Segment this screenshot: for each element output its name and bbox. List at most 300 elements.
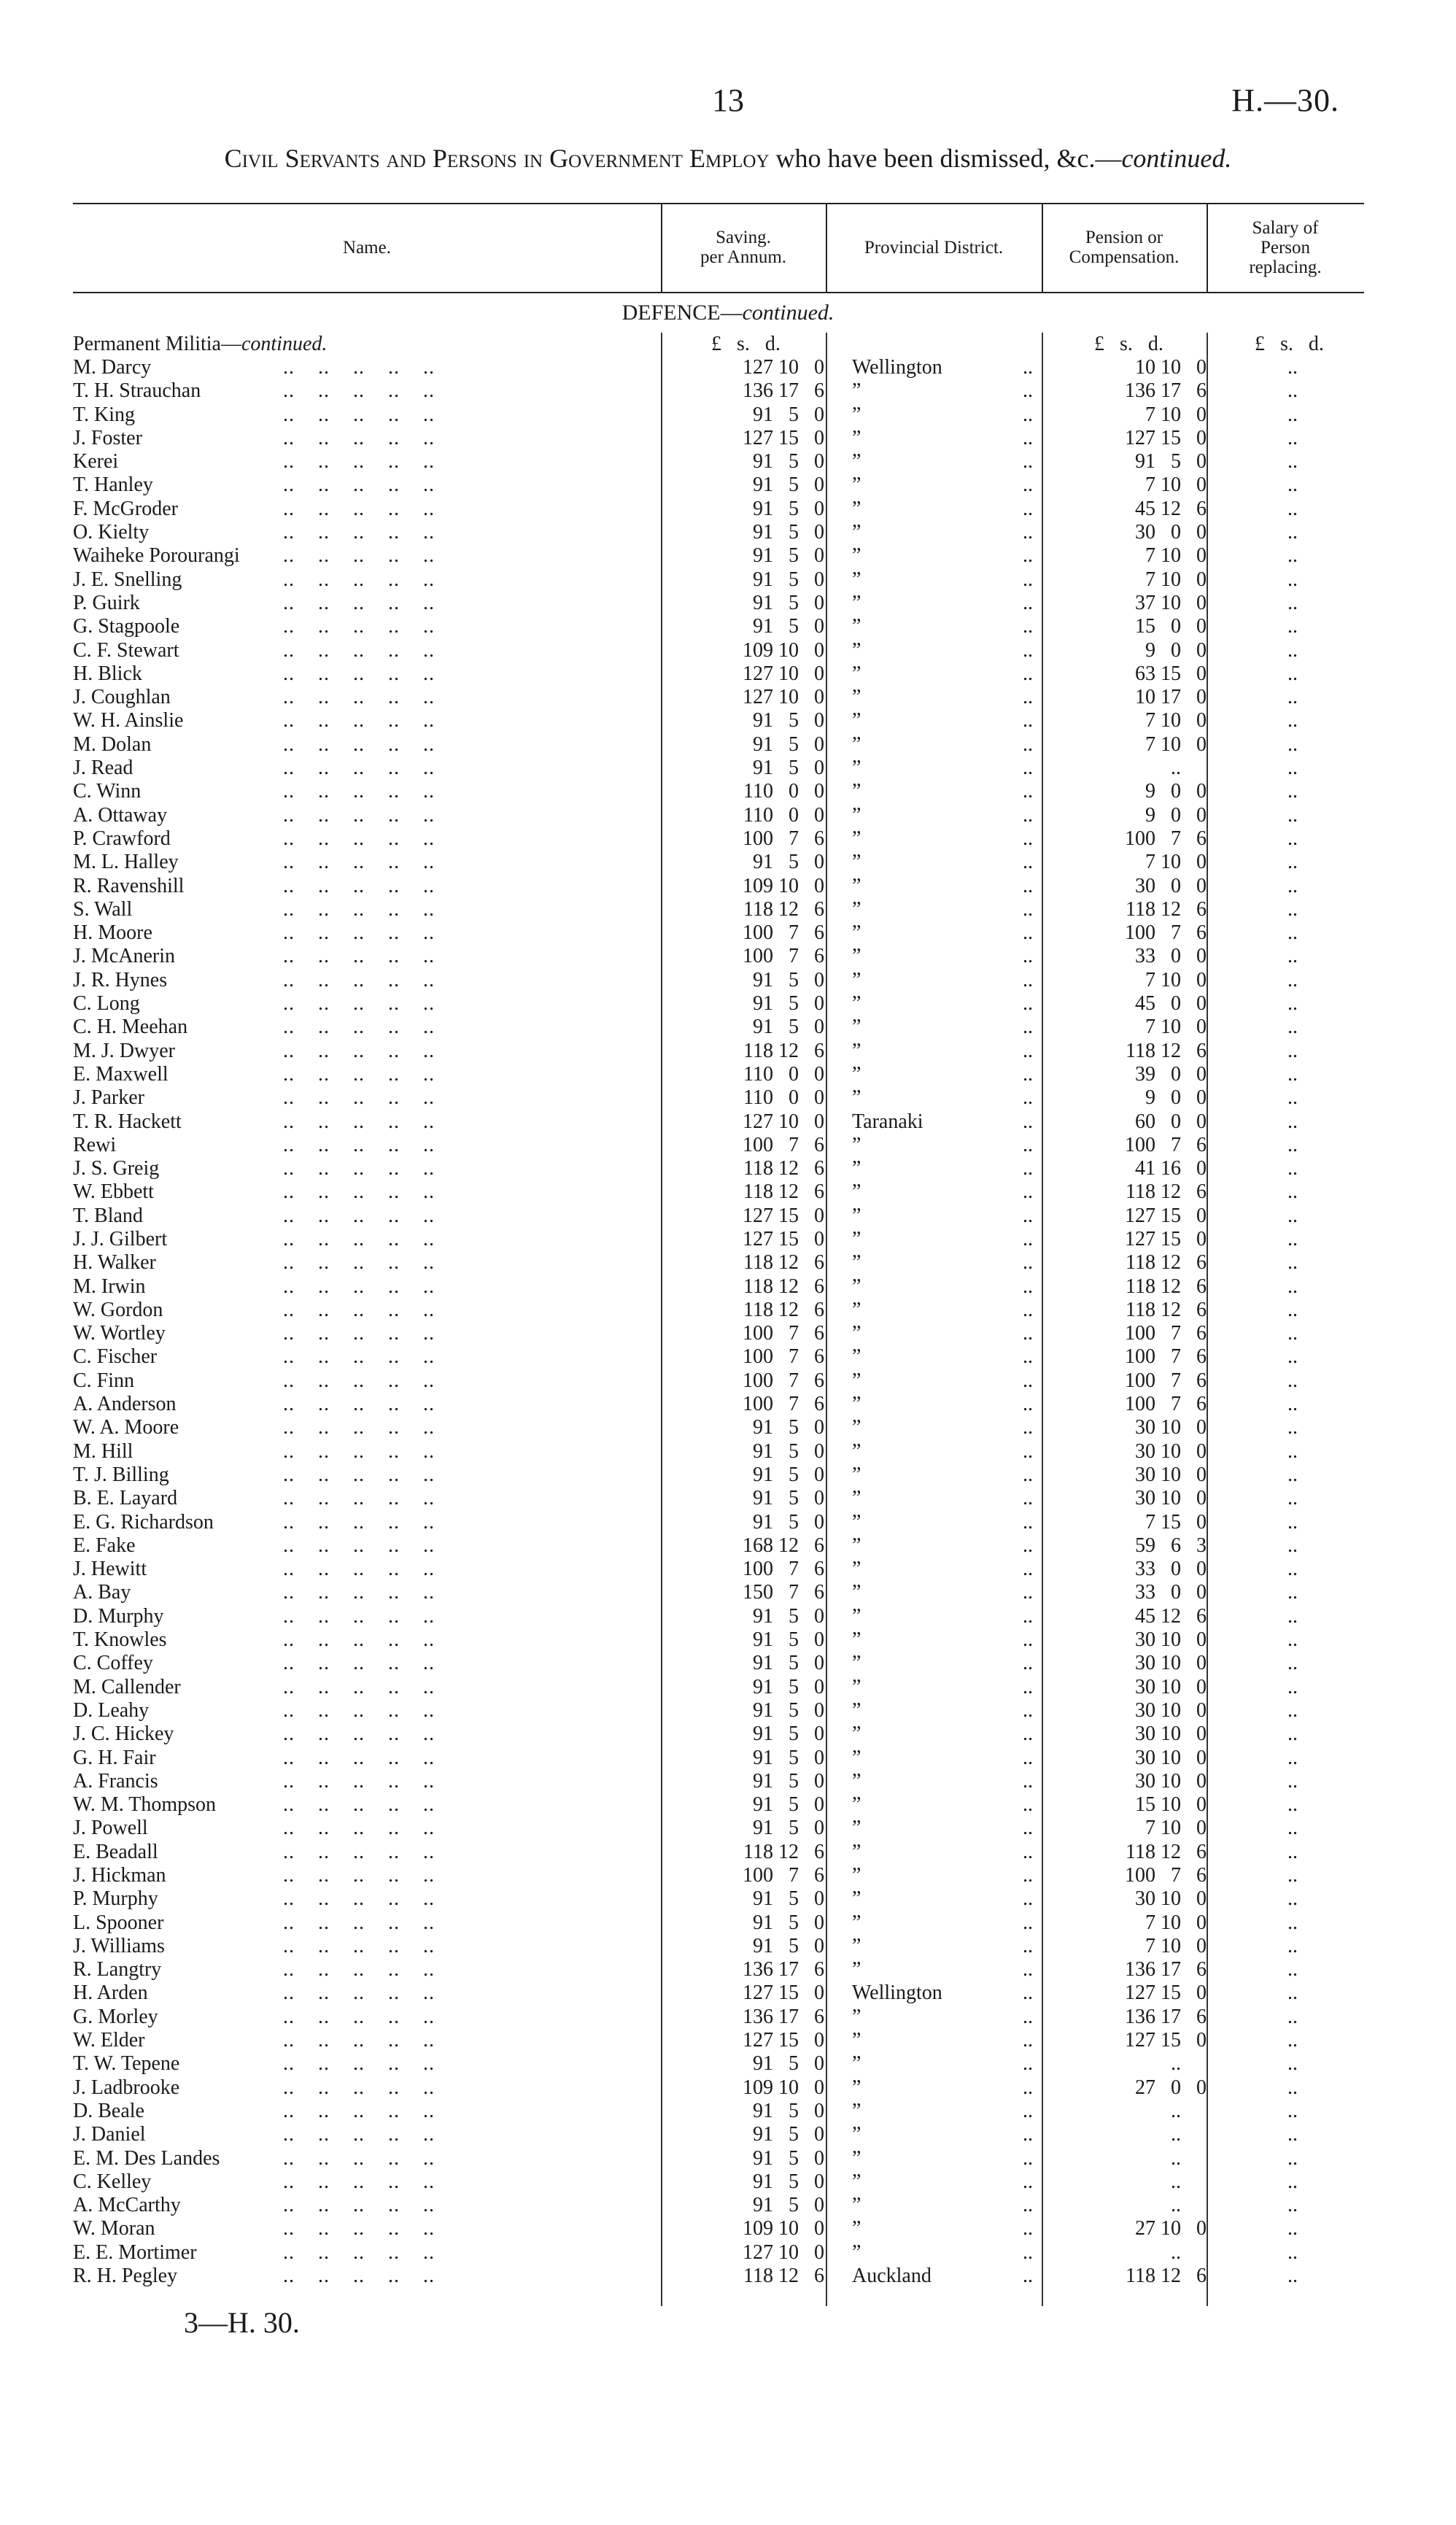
leader-dots: .. <box>1023 1911 1033 1934</box>
row-saving: 150 7 6 <box>743 1581 824 1604</box>
leader-dots: .. .. .. .. .. <box>283 1864 435 1887</box>
row-name: R. Ravenshill <box>73 874 185 897</box>
row-salary: .. <box>1287 2217 1298 2240</box>
leader-dots: .. <box>1023 1251 1033 1275</box>
row-pension: 100 7 6 <box>1125 1322 1207 1345</box>
row-district: ” <box>852 2194 861 2217</box>
row-pension: 37 10 0 <box>1135 591 1207 614</box>
row-salary: .. <box>1287 1204 1298 1227</box>
leader-dots: .. <box>1023 473 1033 497</box>
table-row <box>0 804 1456 827</box>
row-name: A. Bay <box>73 1581 131 1604</box>
row-name: W. Gordon <box>73 1298 163 1321</box>
leader-dots: .. .. .. .. .. <box>283 1981 435 2005</box>
row-saving: 91 5 0 <box>753 968 824 991</box>
row-pension: 127 15 0 <box>1125 1227 1207 1250</box>
row-district: Wellington <box>852 356 942 379</box>
leader-dots: .. .. .. .. .. <box>283 897 435 921</box>
leader-dots: .. <box>1023 379 1033 403</box>
row-salary: .. <box>1287 1887 1298 1911</box>
row-saving: 91 5 0 <box>753 2123 824 2146</box>
leader-dots: .. <box>1023 2099 1033 2122</box>
table-row <box>0 1157 1456 1180</box>
row-pension: 30 10 0 <box>1135 1698 1207 1722</box>
row-saving: 110 0 0 <box>743 1086 824 1110</box>
row-salary: .. <box>1287 1016 1298 1039</box>
row-saving: 91 5 0 <box>753 1887 824 1911</box>
leader-dots: .. .. .. .. .. <box>283 2076 435 2099</box>
leader-dots: .. .. .. .. .. <box>283 1487 435 1510</box>
row-pension: .. <box>1171 2099 1207 2122</box>
table-row <box>0 1511 1456 1534</box>
row-pension: 45 12 6 <box>1135 497 1207 520</box>
leader-dots: .. <box>1023 2029 1033 2052</box>
leader-dots: .. .. .. .. .. <box>283 1298 435 1321</box>
leader-dots: .. <box>1023 1133 1033 1156</box>
leader-dots: .. <box>1023 2240 1033 2264</box>
row-salary: .. <box>1287 2194 1298 2217</box>
row-salary: .. <box>1287 1769 1298 1793</box>
row-saving: 118 12 6 <box>743 2265 824 2288</box>
row-name: C. Winn <box>73 780 142 803</box>
row-name: M. Darcy <box>73 356 152 379</box>
row-district: ” <box>852 379 861 403</box>
row-salary: .. <box>1287 1722 1298 1746</box>
row-district: ” <box>852 732 861 756</box>
row-district: ” <box>852 1204 861 1227</box>
row-name: J. E. Snelling <box>73 568 182 591</box>
row-salary: .. <box>1287 1275 1298 1298</box>
row-district: ” <box>852 662 861 685</box>
table-row <box>0 2241 1456 2265</box>
row-saving: 100 7 6 <box>743 921 824 945</box>
row-district: ” <box>852 1416 861 1439</box>
leader-dots: .. <box>1023 1086 1033 1110</box>
leader-dots: .. .. .. .. .. <box>283 615 435 638</box>
row-pension: 60 0 0 <box>1135 1110 1207 1133</box>
row-name: T. H. Strauchan <box>73 379 201 403</box>
table-row <box>0 1605 1456 1628</box>
table-row <box>0 592 1456 615</box>
table-row <box>0 2052 1456 2076</box>
row-pension: .. <box>1171 2052 1207 2076</box>
row-saving: 100 7 6 <box>743 827 824 850</box>
leader-dots: .. .. .. .. .. <box>283 662 435 685</box>
row-district: ” <box>852 1016 861 1039</box>
row-district: ” <box>852 473 861 497</box>
leader-dots: .. <box>1023 1675 1033 1698</box>
row-pension: 118 12 6 <box>1126 1275 1207 1298</box>
row-saving: 127 15 0 <box>743 1981 824 2005</box>
row-saving: 91 5 0 <box>753 1698 824 1722</box>
table-row <box>0 1935 1456 1958</box>
row-salary: .. <box>1287 1581 1298 1604</box>
leader-dots: .. <box>1023 1204 1033 1227</box>
table-row <box>0 1299 1456 1322</box>
row-name: W. M. Thompson <box>73 1793 217 1817</box>
leader-dots: .. .. .. .. .. <box>283 450 435 473</box>
row-pension: 118 12 6 <box>1126 897 1207 921</box>
row-salary: .. <box>1287 1416 1298 1439</box>
leader-dots: .. .. .. .. .. <box>283 1793 435 1817</box>
row-pension: .. <box>1171 2123 1207 2146</box>
row-salary: .. <box>1287 1039 1298 1062</box>
subsection-heading <box>73 333 327 356</box>
row-saving: 91 5 0 <box>753 992 824 1016</box>
row-salary: .. <box>1287 921 1298 945</box>
leader-dots: .. .. .. .. .. <box>283 1463 435 1486</box>
row-salary: .. <box>1287 1086 1298 1110</box>
leader-dots: .. <box>1023 403 1033 426</box>
leader-dots: .. <box>1023 1298 1033 1321</box>
row-saving: 109 10 0 <box>743 2217 824 2240</box>
row-saving: 91 5 0 <box>753 1604 824 1628</box>
row-salary: .. <box>1287 591 1298 614</box>
row-pension: 9 0 0 <box>1145 803 1207 827</box>
table-row <box>0 1652 1456 1675</box>
leader-dots: .. .. .. .. .. <box>283 1817 435 1840</box>
row-salary: .. <box>1287 1817 1298 1840</box>
row-pension: 118 12 6 <box>1126 1251 1207 1275</box>
table-row <box>0 898 1456 921</box>
table-row <box>0 450 1456 473</box>
row-salary: .. <box>1287 356 1298 379</box>
table-row <box>0 2100 1456 2123</box>
row-pension: 127 15 0 <box>1125 426 1207 449</box>
leader-dots: .. .. .. .. .. <box>283 1086 435 1110</box>
leader-dots: .. .. .. .. .. <box>283 921 435 945</box>
leader-dots: .. <box>1023 1157 1033 1180</box>
row-salary: .. <box>1287 2146 1298 2170</box>
row-salary: .. <box>1287 568 1298 591</box>
row-district: ” <box>852 1817 861 1840</box>
row-name: P. Murphy <box>73 1887 158 1911</box>
row-name: C. H. Meehan <box>73 1016 188 1039</box>
leader-dots: .. <box>1023 1840 1033 1863</box>
row-pension: 100 7 6 <box>1125 1393 1207 1416</box>
leader-dots: .. <box>1023 2076 1033 2099</box>
leader-dots: .. <box>1023 1817 1033 1840</box>
leader-dots: .. <box>1023 1062 1033 1086</box>
row-name: J. McAnerin <box>73 945 175 968</box>
row-salary: .. <box>1287 1322 1298 1345</box>
row-name: T. W. Tepene <box>73 2052 180 2076</box>
row-salary: .. <box>1287 992 1298 1016</box>
table-row <box>0 1393 1456 1416</box>
leader-dots: .. <box>1023 2170 1033 2193</box>
row-salary: .. <box>1287 851 1298 874</box>
leader-dots: .. <box>1023 1604 1033 1628</box>
leader-dots: .. .. .. .. .. <box>283 1652 435 1675</box>
leader-dots: .. <box>1023 1275 1033 1298</box>
leader-dots: .. <box>1023 591 1033 614</box>
row-district: ” <box>852 1039 861 1062</box>
row-saving: 110 0 0 <box>743 780 824 803</box>
row-saving: 100 7 6 <box>743 1393 824 1416</box>
header-bottom-rule <box>73 292 1364 293</box>
row-district: ” <box>852 803 861 827</box>
row-pension: 45 12 6 <box>1135 1604 1207 1628</box>
row-name: H. Walker <box>73 1251 156 1275</box>
row-district: ” <box>852 827 861 850</box>
row-saving: 91 5 0 <box>753 1487 824 1510</box>
leader-dots: .. <box>1023 968 1033 991</box>
row-saving: 91 5 0 <box>753 473 824 497</box>
leader-dots: .. <box>1023 1345 1033 1369</box>
row-saving: 109 10 0 <box>743 2076 824 2099</box>
row-pension: 118 12 6 <box>1126 1298 1207 1321</box>
row-saving: 127 10 0 <box>743 356 824 379</box>
column-header-name-label: Name. <box>343 237 391 258</box>
row-pension: 100 7 6 <box>1125 1345 1207 1369</box>
row-district: ” <box>852 874 861 897</box>
leader-dots: .. <box>1023 1510 1033 1534</box>
row-district: ” <box>852 2076 861 2099</box>
leader-dots: .. <box>1023 1016 1033 1039</box>
row-saving: 91 5 0 <box>753 1016 824 1039</box>
row-saving: 118 12 6 <box>743 1840 824 1863</box>
row-saving: 127 15 0 <box>743 2029 824 2052</box>
row-district: Taranaki <box>852 1110 923 1133</box>
row-salary: .. <box>1287 615 1298 638</box>
table-row <box>0 1016 1456 1039</box>
row-pension: 136 17 6 <box>1125 379 1207 403</box>
row-saving: 91 5 0 <box>753 851 824 874</box>
row-district: ” <box>852 1840 861 1863</box>
leader-dots: .. .. .. .. .. <box>283 1322 435 1345</box>
table-row <box>0 827 1456 851</box>
row-name: M. L. Halley <box>73 851 179 874</box>
row-district: ” <box>852 568 861 591</box>
column-header-saving: Saving. per Annum. <box>700 228 787 267</box>
leader-dots: .. .. .. .. .. <box>283 379 435 403</box>
row-pension: 33 0 0 <box>1135 945 1207 968</box>
row-saving: 110 0 0 <box>743 803 824 827</box>
leader-dots: .. <box>1023 1110 1033 1133</box>
row-name: D. Leahy <box>73 1698 150 1722</box>
leader-dots: .. <box>1023 2146 1033 2170</box>
table-row <box>0 662 1456 686</box>
row-salary: .. <box>1287 732 1298 756</box>
row-district: ” <box>852 1393 861 1416</box>
row-pension: 7 10 0 <box>1145 851 1207 874</box>
pension-units: £ s. d. <box>1094 333 1163 355</box>
row-salary: .. <box>1287 1628 1298 1652</box>
row-salary: .. <box>1287 827 1298 850</box>
row-pension: 30 10 0 <box>1135 1628 1207 1652</box>
row-name: C. Fischer <box>73 1345 158 1369</box>
row-saving: 91 5 0 <box>753 1769 824 1793</box>
leader-dots: .. .. .. .. .. <box>283 1698 435 1722</box>
row-name: B. E. Layard <box>73 1487 178 1510</box>
row-saving: 91 5 0 <box>753 709 824 732</box>
leader-dots: .. .. .. .. .. <box>283 874 435 897</box>
row-district: ” <box>852 968 861 991</box>
row-district: ” <box>852 851 861 874</box>
row-salary: .. <box>1287 897 1298 921</box>
row-salary: .. <box>1287 1062 1298 1086</box>
row-salary: .. <box>1287 1251 1298 1275</box>
table-row <box>0 2265 1456 2288</box>
leader-dots: .. .. .. .. .. <box>283 803 435 827</box>
row-saving: 91 5 0 <box>753 1510 824 1534</box>
row-pension: 7 10 0 <box>1145 1934 1207 1957</box>
row-district: ” <box>852 521 861 544</box>
row-district: ” <box>852 1275 861 1298</box>
row-salary: .. <box>1287 2029 1298 2052</box>
table-body <box>0 356 1456 2288</box>
row-saving: 118 12 6 <box>743 1039 824 1062</box>
leader-dots: .. <box>1023 1534 1033 1557</box>
row-saving: 100 7 6 <box>743 1345 824 1369</box>
row-pension: 30 10 0 <box>1135 1487 1207 1510</box>
row-saving: 91 5 0 <box>753 2146 824 2170</box>
row-name: W. A. Moore <box>73 1416 179 1439</box>
leader-dots: .. .. .. .. .. <box>283 968 435 991</box>
leader-dots: .. .. .. .. .. <box>283 2005 435 2028</box>
leader-dots: .. .. .. .. .. <box>283 591 435 614</box>
row-salary: .. <box>1287 757 1298 780</box>
footer-signature: 3—H. 30. <box>184 2306 300 2339</box>
row-district: ” <box>852 1534 861 1557</box>
row-pension: 100 7 6 <box>1125 1369 1207 1392</box>
table-row <box>0 1040 1456 1063</box>
table-row <box>0 1463 1456 1487</box>
leader-dots: .. <box>1023 1958 1033 1981</box>
row-saving: 91 5 0 <box>753 1722 824 1746</box>
row-pension: 127 15 0 <box>1125 2029 1207 2052</box>
row-name: G. Stagpoole <box>73 615 180 638</box>
row-pension: 30 10 0 <box>1135 1887 1207 1911</box>
row-pension: 7 15 0 <box>1145 1510 1207 1534</box>
row-district: ” <box>852 1510 861 1534</box>
row-name: A. Francis <box>73 1769 158 1793</box>
leader-dots: .. <box>1023 1934 1033 1957</box>
leader-dots: .. <box>1023 1769 1033 1793</box>
row-district: ” <box>852 1934 861 1957</box>
leader-dots: .. .. .. .. .. <box>283 757 435 780</box>
leader-dots: .. .. .. .. .. <box>283 732 435 756</box>
row-name: J. Parker <box>73 1086 144 1110</box>
leader-dots: .. .. .. .. .. <box>283 1180 435 1204</box>
row-name: Rewi <box>73 1133 117 1156</box>
leader-dots: .. <box>1023 732 1033 756</box>
row-salary: .. <box>1287 2052 1298 2076</box>
leader-dots: .. .. .. .. .. <box>283 403 435 426</box>
leader-dots: .. <box>1023 1416 1033 1439</box>
leader-dots: .. .. .. .. .. <box>283 1439 435 1463</box>
leader-dots: .. .. .. .. .. <box>283 1110 435 1133</box>
row-name: M. Callender <box>73 1675 181 1698</box>
row-name: W. Wortley <box>73 1322 166 1345</box>
row-salary: .. <box>1287 1652 1298 1675</box>
leader-dots: .. .. .. .. .. <box>283 1911 435 1934</box>
leader-dots: .. .. .. .. .. <box>283 1581 435 1604</box>
row-pension: 100 7 6 <box>1125 1133 1207 1156</box>
row-name: T. J. Billing <box>73 1463 169 1486</box>
row-district: ” <box>852 426 861 449</box>
row-saving: 91 5 0 <box>753 2194 824 2217</box>
leader-dots: .. <box>1023 2052 1033 2076</box>
leader-dots: .. <box>1023 2265 1033 2288</box>
table-row <box>0 1534 1456 1558</box>
column-header-pension: Pension or Compensation. <box>1069 228 1180 267</box>
leader-dots: .. <box>1023 1628 1033 1652</box>
leader-dots: .. .. .. .. .. <box>283 1016 435 1039</box>
row-salary: .. <box>1287 803 1298 827</box>
table-row <box>0 1487 1456 1510</box>
row-salary: .. <box>1287 1180 1298 1204</box>
table-row <box>0 1747 1456 1770</box>
row-district: ” <box>852 497 861 520</box>
row-salary: .. <box>1287 638 1298 662</box>
leader-dots: .. <box>1023 2194 1033 2217</box>
leader-dots: .. .. .. .. .. <box>283 1227 435 1250</box>
row-salary: .. <box>1287 1439 1298 1463</box>
row-salary: .. <box>1287 403 1298 426</box>
row-district: ” <box>852 1793 861 1817</box>
row-salary: .. <box>1287 1911 1298 1934</box>
row-pension: 30 10 0 <box>1135 1463 1207 1486</box>
row-pension: 9 0 0 <box>1145 638 1207 662</box>
row-saving: 91 5 0 <box>753 757 824 780</box>
row-name: E. Maxwell <box>73 1062 169 1086</box>
row-saving: 91 5 0 <box>753 568 824 591</box>
row-saving: 136 17 6 <box>743 2005 824 2028</box>
row-name: J. Williams <box>73 1934 165 1957</box>
row-name: A. Anderson <box>73 1393 177 1416</box>
leader-dots: .. <box>1023 1698 1033 1722</box>
leader-dots: .. <box>1023 544 1033 568</box>
row-name: J. Foster <box>73 426 142 449</box>
row-name: S. Wall <box>73 897 133 921</box>
row-pension: .. <box>1171 2240 1207 2264</box>
row-district: ” <box>852 1322 861 1345</box>
row-name: W. Moran <box>73 2217 155 2240</box>
row-pension: 7 10 0 <box>1145 709 1207 732</box>
row-salary: .. <box>1287 874 1298 897</box>
leader-dots: .. .. .. .. .. <box>283 1039 435 1062</box>
table-row <box>0 2076 1456 2100</box>
row-pension: 30 10 0 <box>1135 1722 1207 1746</box>
leader-dots: .. .. .. .. .. <box>283 1275 435 1298</box>
leader-dots: .. .. .. .. .. <box>283 2029 435 2052</box>
leader-dots: .. <box>1023 1439 1033 1463</box>
title-continued: continued. <box>1121 144 1232 173</box>
row-name: W. Elder <box>73 2029 145 2052</box>
row-salary: .. <box>1287 497 1298 520</box>
table-row <box>0 2217 1456 2240</box>
row-salary: .. <box>1287 521 1298 544</box>
section-title-text: DEFENCE— <box>621 301 743 325</box>
row-salary: .. <box>1287 1746 1298 1769</box>
row-salary: .. <box>1287 2005 1298 2028</box>
row-pension: 10 10 0 <box>1135 356 1207 379</box>
table-row <box>0 1134 1456 1157</box>
table-row <box>0 427 1456 450</box>
leader-dots: .. <box>1023 2123 1033 2146</box>
leader-dots: .. <box>1023 1369 1033 1392</box>
leader-dots: .. .. .. .. .. <box>283 1393 435 1416</box>
row-saving: 110 0 0 <box>743 1062 824 1086</box>
leader-dots: .. .. .. .. .. <box>283 473 435 497</box>
row-saving: 127 10 0 <box>743 2240 824 2264</box>
table-row <box>0 2147 1456 2170</box>
row-name: J. Coughlan <box>73 686 171 709</box>
row-district: ” <box>852 1558 861 1581</box>
row-name: J. J. Gilbert <box>73 1227 168 1250</box>
row-pension: .. <box>1171 2146 1207 2170</box>
